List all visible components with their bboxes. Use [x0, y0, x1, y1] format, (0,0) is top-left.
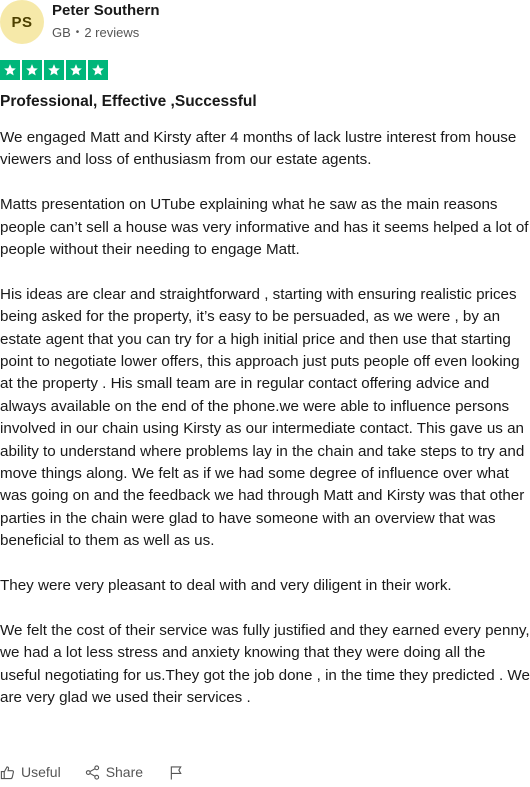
- review-paragraph: We felt the cost of their service was fully justified and they earned every penny, we had a lot less stress and anxiety knowing that they were doing all the useful negotiating for us.They got the job done , in the time they predicted . We are very glad we used their services .: [0, 621, 530, 707]
- share-label: Share: [105, 764, 144, 780]
- reviewer-header: [0, 0, 530, 46]
- report-button[interactable]: [169, 765, 190, 780]
- review-paragraph: We engaged Matt and Kirsty after 4 months of lack lustre interest from house viewers and loss of enthusiasm from our estate agents.: [0, 129, 517, 169]
- reviewer-review-count: 2 reviews: [84, 25, 140, 40]
- star-rating: [0, 60, 108, 80]
- separator-dot: •: [75, 27, 80, 38]
- review-actions: [0, 762, 190, 782]
- share-icon: [85, 765, 100, 780]
- avatar[interactable]: PS: [0, 0, 44, 44]
- review-title: Professional, Effective ,Successful: [0, 93, 257, 110]
- reviewer-country: GB: [52, 25, 71, 40]
- review-paragraph: They were very pleasant to deal with and very diligent in their work.: [0, 577, 452, 595]
- useful-button[interactable]: [0, 764, 61, 780]
- reviewer-meta: [52, 25, 139, 40]
- star-icon: [88, 60, 108, 80]
- reviewer-name[interactable]: Peter Southern: [52, 2, 160, 19]
- review-paragraph: Matts presentation on UTube explaining what he saw as the main reasons people can’t sell a house was very informative and has it seems helped a lot of people without their needing to engage Matt.: [0, 196, 529, 259]
- review-paragraph: His ideas are clear and straightforward , starting with ensuring realistic prices being asked for the property, it’s easy to be persuaded, as we were , by an estate agent that you can try for a high initial price and then use that starting point to negotiate lower offers, this approach just puts people off even looking at the property . His small team are in regular contact offering advice and always available on the end of the phone.we were able to influence persons involved in our chain using Kirsty as our intermediate contact. This gave us an ability to understand where problems lay in the chain and take steps to try and move things along. We felt as if we had some degree of influence over what was going on and the feedback we had through Matt and Kirsty was that other parties in the chain were glad to have someone with an overview that was beneficial to them as well as us.: [0, 285, 525, 550]
- star-icon: [44, 60, 64, 80]
- useful-label: Useful: [21, 764, 61, 780]
- star-icon: [0, 60, 20, 80]
- star-icon: [66, 60, 86, 80]
- share-button[interactable]: [85, 764, 143, 780]
- flag-icon: [169, 765, 184, 780]
- review-body: [0, 127, 530, 710]
- thumbs-up-icon: [0, 765, 15, 780]
- star-icon: [22, 60, 42, 80]
